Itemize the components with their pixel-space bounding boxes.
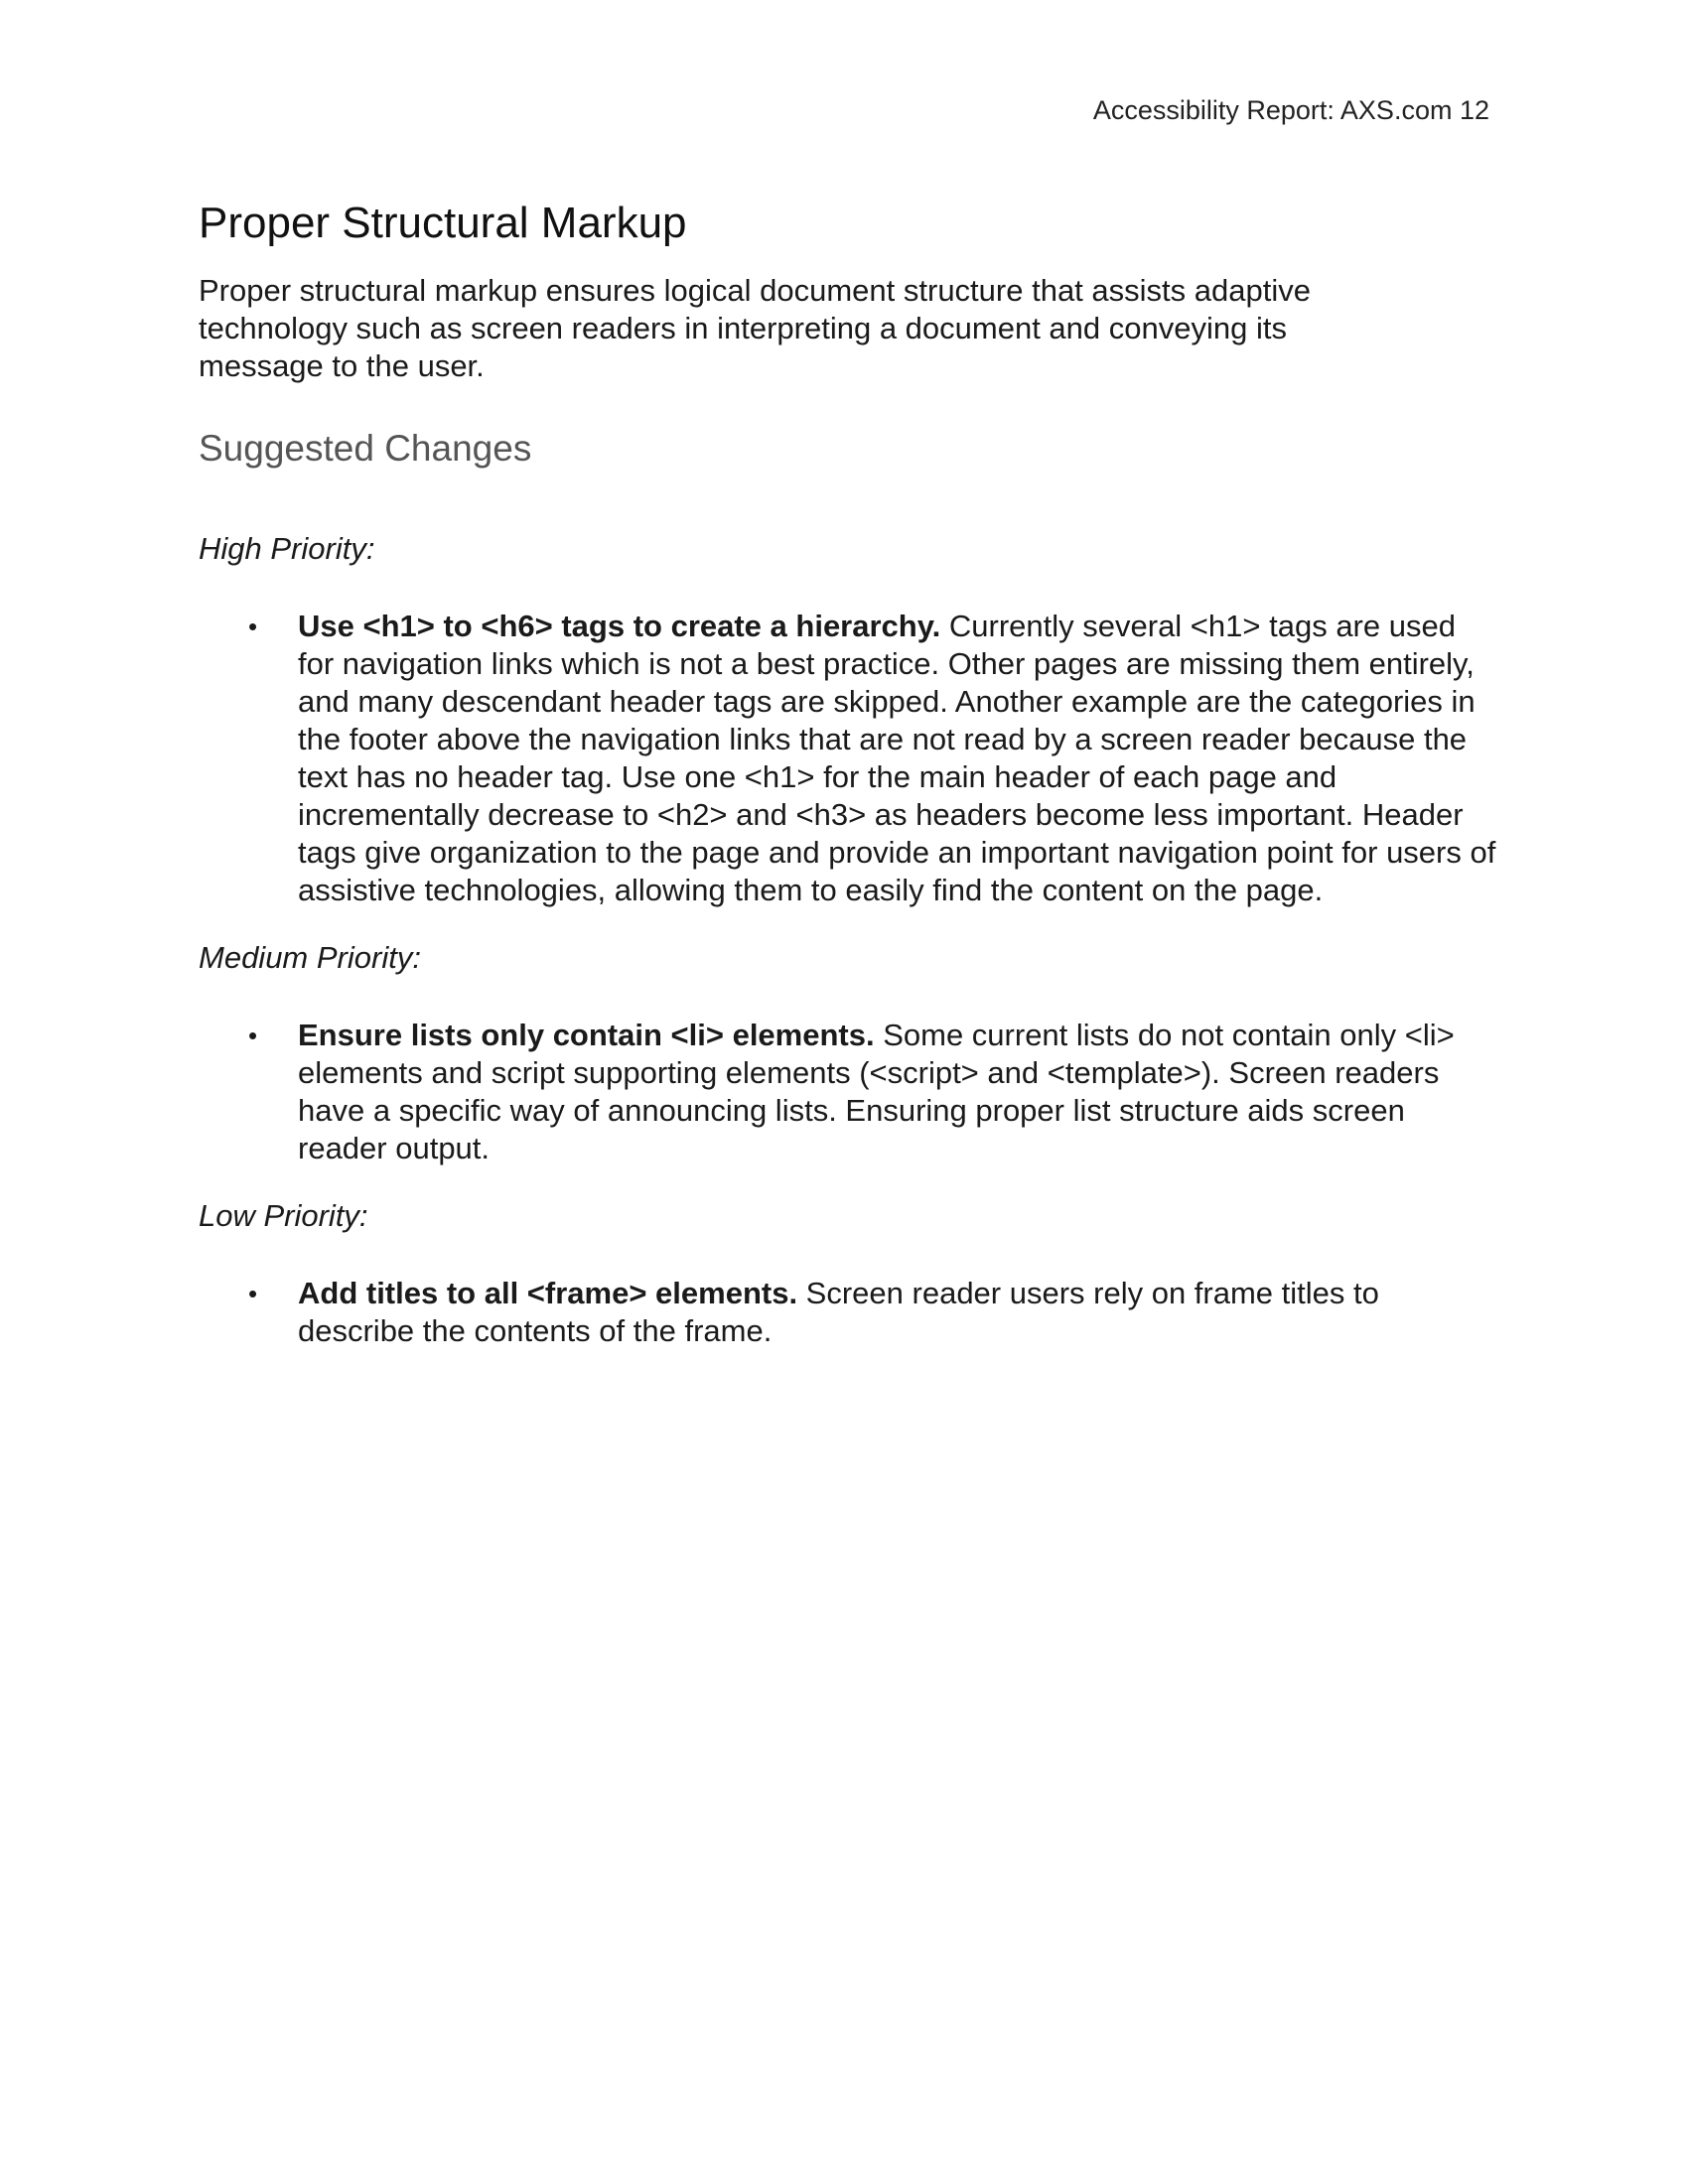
item-lead: Add titles to all <frame> elements. (298, 1276, 798, 1310)
section-title: Proper Structural Markup (199, 199, 687, 247)
list-item (199, 1275, 1499, 1350)
bullet-icon: • (248, 1021, 258, 1050)
list-item (199, 1017, 1499, 1167)
item-text: Currently several <h1> tags are used for navigation links which is not a best practice. Other pages are missing them entirely, and many descendant header tags are skipped. Another example are the categories in the footer above the navigation links that are not read by a screen reader because the text has no header tag. Use one <h1> for the main header of each page and incrementally decrease to <h2> and <h3> as headers become less important. Header tags give organization to the page and provide an important navigation point for users of assistive technologies, allowing them to easily find the content on the page. (298, 609, 1496, 907)
list-item (199, 608, 1499, 909)
high-priority-label: High Priority: (199, 531, 375, 566)
section-intro: Proper structural markup ensures logical document structure that assists adaptive technology such as screen readers in interpreting a document and conveying its message to the user. (199, 273, 1311, 383)
medium-priority-label: Medium Priority: (199, 940, 421, 975)
item-lead: Use <h1> to <h6> tags to create a hierarchy. (298, 609, 941, 643)
item-text: Screen reader users rely on frame titles to describe the contents of the frame. (298, 1276, 1379, 1348)
high-priority-list (199, 608, 1496, 909)
item-lead: Ensure lists only contain <li> elements. (298, 1018, 875, 1052)
low-priority-label: Low Priority: (199, 1198, 368, 1233)
bullet-icon: • (248, 1279, 258, 1308)
bullet-icon: • (248, 612, 258, 641)
document-body (199, 195, 1496, 1350)
medium-priority-list (199, 1017, 1489, 1167)
suggested-changes-heading: Suggested Changes (199, 428, 532, 469)
item-text: Some current lists do not contain only <li> elements and script supporting elements (<script> and <template>). Screen readers have a specific way of announcing lists. Ensuring proper list structure aids screen reader output. (298, 1018, 1455, 1165)
page-running-header: Accessibility Report: AXS.com 12 (1092, 95, 1489, 125)
low-priority-list (199, 1275, 1489, 1350)
